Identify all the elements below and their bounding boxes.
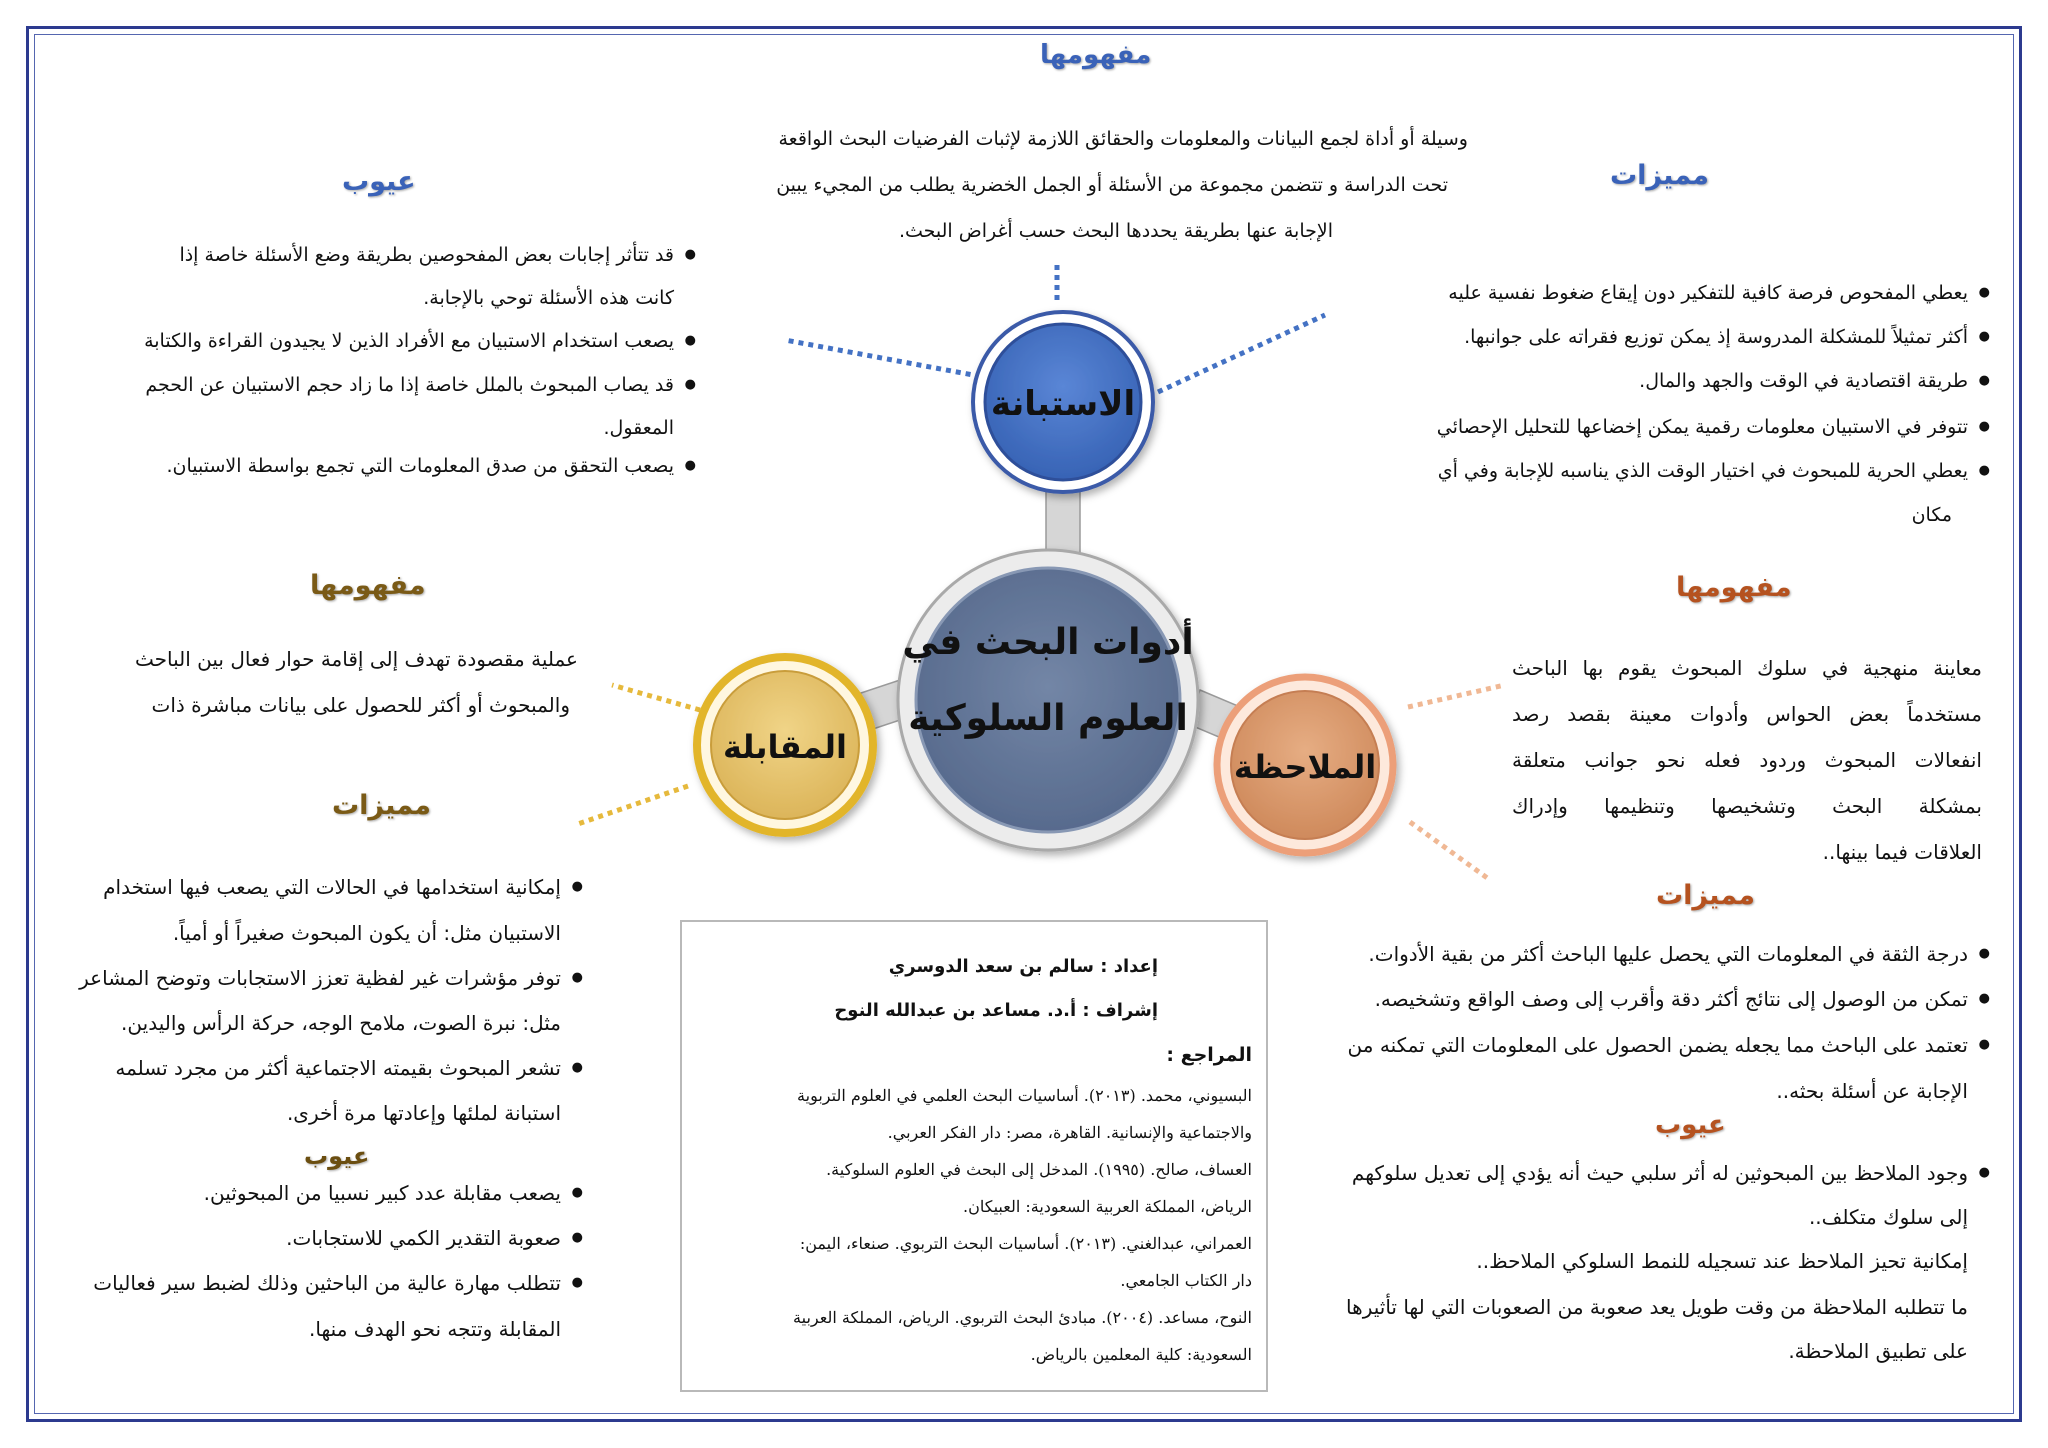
interview-concept-title: مفهومها [310, 570, 426, 601]
interview-advantages-title: مميزات [332, 790, 432, 821]
reference-line: البسيوني، محمد. (٢٠١٣). أساسيات البحث العلمي في العلوم التربوية [797, 1086, 1252, 1105]
observation-concept-line: انفعالات المبحوث وردود فعله نحو جوانب متعلقة [1512, 748, 1982, 772]
reference-line: العساف، صالح. (١٩٩٥). المدخل إلى البحث في العلوم السلوكية. [826, 1160, 1252, 1179]
observation-concept-line: معاينة منهجية في سلوك المبحوث يقوم بها الباحث [1512, 656, 1982, 680]
interview-label: المقابلة [723, 728, 847, 766]
prepared-by: إعداد : سالم بن سعد الدوسري [888, 956, 1158, 977]
questionnaire-advantage-item-cont: مكان [1911, 504, 1952, 526]
observation-advantage-item: ● تعتمد على الباحث مما يجعله يضمن الحصول على المعلومات التي تمكنه من [1348, 1034, 1968, 1056]
questionnaire-advantage-item: ● تتوفر في الاستبيان معلومات رقمية يمكن إخضاعها للتحليل الإحصائي [1437, 416, 1968, 438]
questionnaire-disadvantage-item: ● يصعب استخدام الاستبيان مع الأفراد الذين لا يجيدون القراءة والكتابة [144, 330, 674, 352]
questionnaire-concept-line-3: الإجابة عنها بطريقة يحددها البحث حسب أغراض البحث. [898, 220, 1333, 242]
interview-advantage-item: ● إمكانية استخدامها في الحالات التي يصعب فيها استخدام [103, 876, 561, 898]
interview-advantage-item-cont: استبانة لملئها وإعادتها مرة أخرى. [286, 1101, 561, 1125]
questionnaire-advantage-item: ● طريقة اقتصادية في الوقت والجهد والمال. [1639, 370, 1968, 392]
questionnaire-concept-title: مفهومها [1040, 40, 1152, 70]
interview-advantage-item-cont: الاستبيان مثل: أن يكون المبحوث صغيراً أو أمياً. [172, 921, 561, 945]
observation-disadvantage-item-cont: على تطبيق الملاحظة. [1788, 1339, 1968, 1363]
questionnaire-label: الاستبانة [990, 384, 1136, 424]
observation-disadvantage-item-cont: إلى سلوك متكلف.. [1808, 1205, 1968, 1229]
references-title: المراجع : [1166, 1044, 1252, 1066]
observation-concept-line: بمشكلة البحث وتشخيصها وتنظيمها وإدراك [1512, 794, 1982, 818]
interview-advantage-item: ● توفر مؤشرات غير لفظية تعزز الاستجابات وتوضح المشاعر [79, 967, 561, 989]
interview-disadvantage-item: ● تتطلب مهارة عالية من الباحثين وذلك لضبط سير فعاليات [93, 1272, 561, 1294]
interview-disadvantage-item-cont: المقابلة وتتجه نحو الهدف منها. [309, 1317, 561, 1341]
observation-disadvantage-item: ● وجود الملاحظ بين المبحوثين له أثر سلبي حيث أنه يؤدي إلى تعديل سلوكهم [1352, 1162, 1968, 1184]
observation-rays [1408, 685, 1505, 880]
questionnaire-disadvantages-title: عيوب [342, 166, 416, 197]
questionnaire-concept-line-1: وسيلة أو أداة لجمع البيانات والمعلومات والحقائق اللازمة لإثبات الفرضيات البحث الواقعة [778, 128, 1468, 150]
questionnaire-disadvantage-item-cont: المعقول. [603, 417, 674, 439]
center-title-line1: أدوات البحث في [902, 622, 1194, 663]
observation-label: الملاحظة [1233, 748, 1377, 786]
reference-line: النوح، مساعد. (٢٠٠٤). مبادئ البحث التربوي. الرياض، المملكة العربية [793, 1308, 1252, 1327]
interview-concept-line-2: والمبحوث أو أكثر للحصول على بيانات مباشرة ذات [151, 693, 570, 717]
reference-line: السعودية: كلية المعلمين بالرياض. [1030, 1345, 1252, 1364]
questionnaire-advantages-title: مميزات [1610, 160, 1710, 191]
observation-disadvantage-item-cont: ما تتطلبه الملاحظة من وقت طويل يعد صعوبة من الصعوبات التي لها تأثيرها [1346, 1295, 1968, 1319]
interview-advantage-item-cont: مثل: نبرة الصوت، ملامح الوجه، حركة الرأس واليدين. [121, 1011, 561, 1035]
observation-disadvantage-item-cont: إمكانية تحيز الملاحظ عند تسجيله للنمط السلوكي الملاحظ.. [1476, 1249, 1968, 1273]
interview-disadvantage-item: ● صعوبة التقدير الكمي للاستجابات. [286, 1227, 561, 1249]
observation-advantage-item-cont: الإجابة عن أسئلة بحثه.. [1776, 1079, 1968, 1103]
observation-concept-title: مفهومها [1676, 572, 1792, 603]
supervised-by: إشراف : أ.د. مساعد بن عبدالله النوح [834, 1000, 1158, 1021]
interview-rays [575, 685, 700, 825]
observation-advantage-item: ● درجة الثقة في المعلومات التي يحصل عليها الباحث أكثر من بقية الأدوات. [1368, 943, 1968, 965]
questionnaire-disadvantage-item: ● يصعب التحقق من صدق المعلومات التي تجمع بواسطة الاستبيان. [167, 455, 674, 477]
interview-disadvantage-item: ● يصعب مقابلة عدد كبير نسبيا من المبحوثين. [204, 1182, 561, 1204]
observation-advantage-item: ● تمكن من الوصول إلى نتائج أكثر دقة وأقرب إلى وصف الواقع وتشخيصه. [1375, 988, 1968, 1010]
interview-disadvantages-title: عيوب [304, 1142, 370, 1170]
references-box [680, 920, 1268, 1392]
observation-advantages-title: مميزات [1656, 880, 1756, 911]
interview-concept-line-1: عملية مقصودة تهدف إلى إقامة حوار فعال بين الباحث [135, 647, 578, 671]
questionnaire-concept-line-2: تحت الدراسة و تتضمن مجموعة من الأسئلة أو الجمل الخضرية يطلب من المجيء يبين [776, 174, 1448, 196]
questionnaire-disadvantage-item-cont: كانت هذه الأسئلة توحي بالإجابة. [423, 287, 674, 309]
observation-disadvantages-title: عيوب [1655, 1110, 1726, 1140]
observation-concept-line: مستخدماً بعض الحواس وأدوات معينة بقصد رصد [1512, 702, 1982, 726]
reference-line: الرياض، المملكة العربية السعودية: العبيكان. [963, 1197, 1252, 1216]
questionnaire-disadvantage-item: ● قد تتأثر إجابات بعض المفحوصين بطريقة وضع الأسئلة خاصة إذا [179, 244, 674, 266]
interview-advantage-item: ● تشعر المبحوث بقيمته الاجتماعية أكثر من مجرد تسلمه [115, 1057, 561, 1079]
questionnaire-advantage-item: ● يعطي الحرية للمبحوث في اختيار الوقت الذي يناسبه للإجابة وفي أي [1438, 460, 1968, 482]
questionnaire-advantage-item: ● يعطي المفحوص فرصة كافية للتفكير دون إيقاع ضغوط نفسية عليه [1448, 282, 1968, 304]
reference-line: العمراني، عبدالغني. (٢٠١٣). أساسيات البحث التربوي. صنعاء، اليمن: [799, 1234, 1252, 1253]
reference-line: والاجتماعية والإنسانية. القاهرة، مصر: دار الفكر العربي. [887, 1123, 1252, 1142]
observation-concept-line: العلاقات فيما بينها.. [1822, 840, 1982, 864]
questionnaire-advantage-item: ● أكثر تمثيلاً للمشكلة المدروسة إذ يمكن توزيع فقراته على جوانبها. [1464, 326, 1968, 348]
questionnaire-disadvantage-item: ● قد يصاب المبحوث بالملل خاصة إذا ما زاد حجم الاستبيان عن الحجم [145, 374, 674, 396]
reference-line: دار الكتاب الجامعي. [1120, 1271, 1252, 1290]
center-title-line2: العلوم السلوكية [908, 698, 1188, 739]
